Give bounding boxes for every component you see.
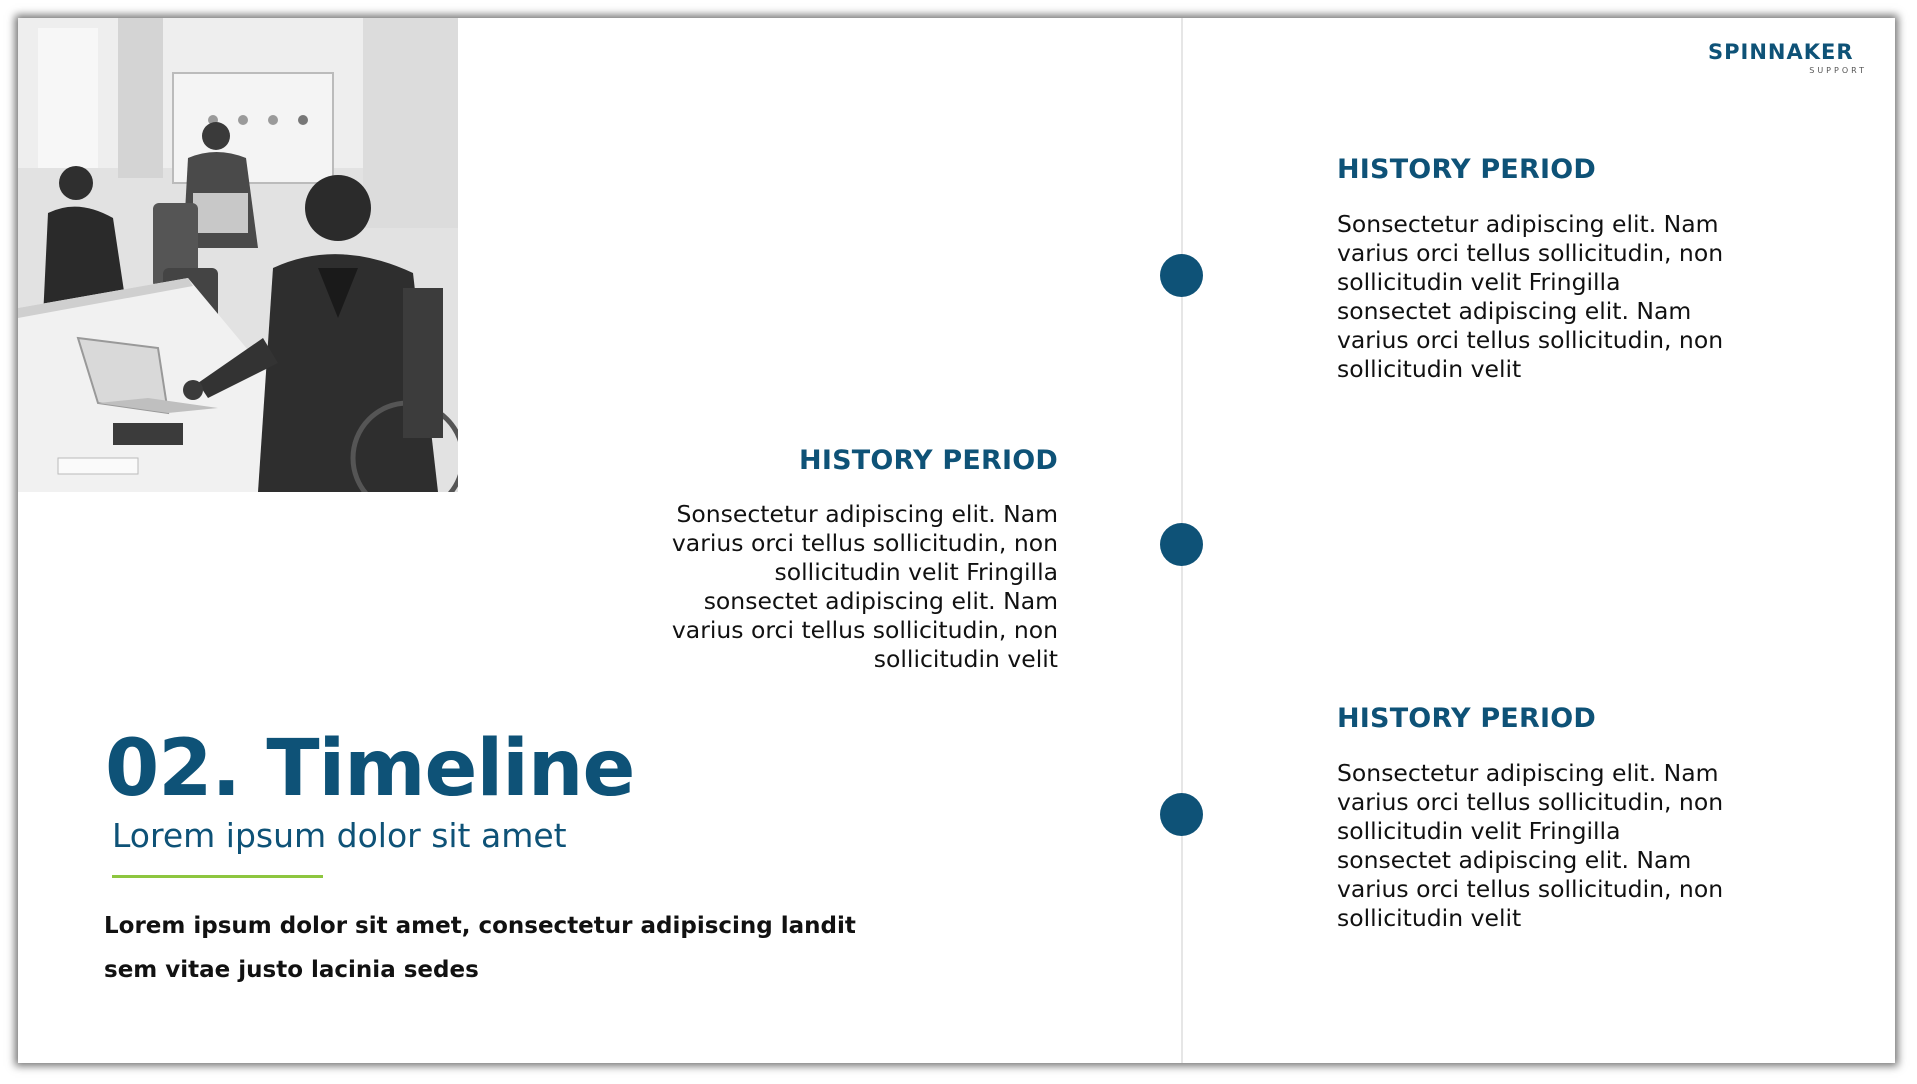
period-1-title: HISTORY PERIOD <box>1337 154 1596 185</box>
period-3-title: HISTORY PERIOD <box>1337 703 1596 734</box>
timeline-dot-1 <box>1160 254 1203 297</box>
period-1-text: Sonsectetur adipiscing elit. Nam varius orci tellus sollicitudin, non sollicitudin velit Fringilla sonsectet adipiscing elit. Nam varius orci tellus sollicitudin, non sollicitudin velit <box>1337 210 1724 383</box>
office-photo <box>18 18 458 492</box>
timeline-dot-3 <box>1160 793 1203 836</box>
timeline-dot-2 <box>1160 523 1203 566</box>
spinnaker-logo <box>1708 40 1873 80</box>
logo-wordmark: SPINNAKER <box>1708 40 1854 64</box>
section-title: 02. Timeline <box>105 724 635 814</box>
logo-subtext: SUPPORT <box>1809 66 1867 75</box>
accent-divider <box>112 875 323 878</box>
period-3-text: Sonsectetur adipiscing elit. Nam varius orci tellus sollicitudin, non sollicitudin velit Fringilla sonsectet adipiscing elit. Nam varius orci tellus sollicitudin, non sollicitudin velit <box>1337 759 1724 932</box>
section-subtitle: Lorem ipsum dolor sit amet <box>112 816 567 855</box>
period-2-title: HISTORY PERIOD <box>799 445 1058 476</box>
period-2-text: Sonsectetur adipiscing elit. Nam varius orci tellus sollicitudin, non sollicitudin velit Fringilla sonsectet adipiscing elit. Nam varius orci tellus sollicitudin, non sollicitudin velit <box>671 500 1058 673</box>
section-summary: Lorem ipsum dolor sit amet, consectetur adipiscing landit sem vitae justo lacinia sedes <box>104 913 856 983</box>
slide <box>18 18 1895 1063</box>
